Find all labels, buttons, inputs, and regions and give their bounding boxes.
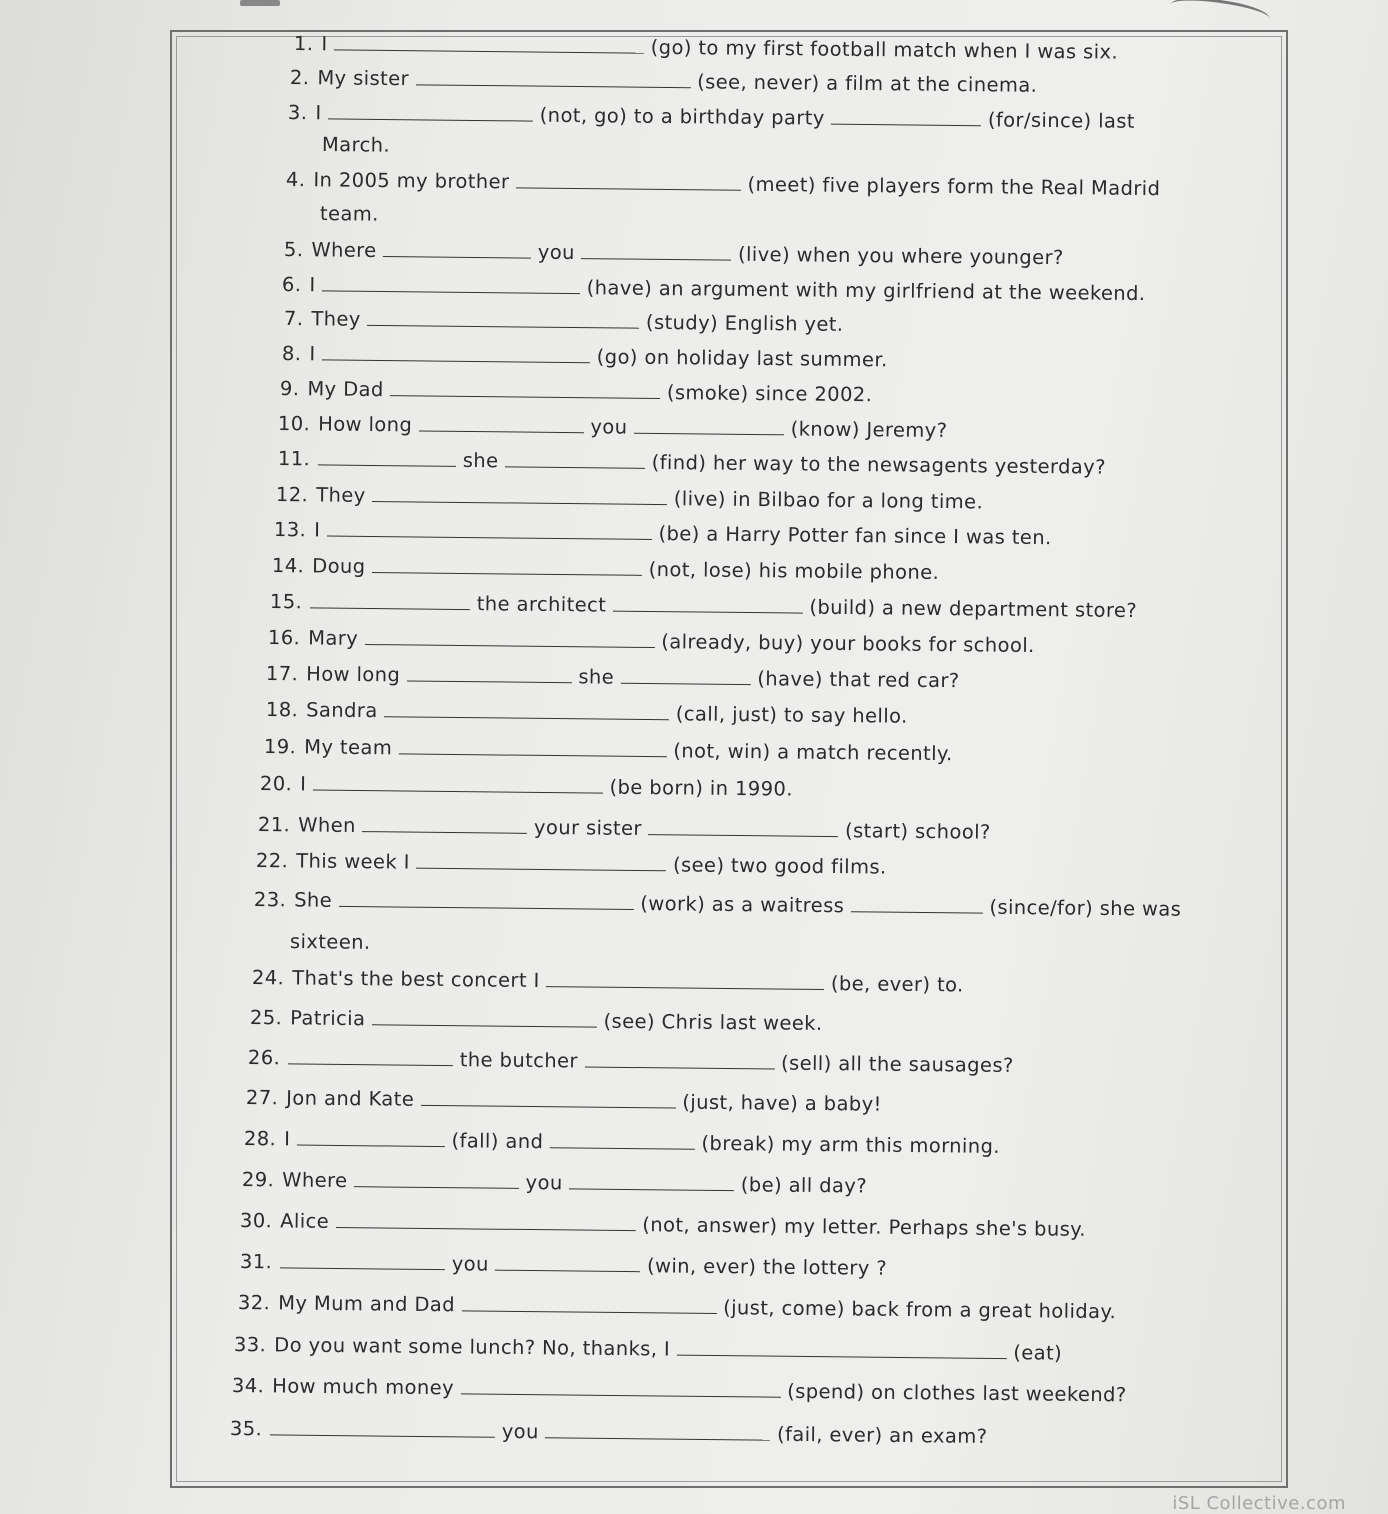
- answer-blank: [584, 1051, 774, 1070]
- item-text: (see) Chris last week.: [596, 1009, 823, 1035]
- item-number: 16.: [267, 626, 301, 650]
- item-number: 9.: [279, 377, 300, 401]
- exercise-line: [320, 202, 379, 226]
- item-text: (fail, ever) an exam?: [770, 1422, 988, 1448]
- item-text: your sister: [527, 815, 649, 841]
- item-text: Patricia: [290, 1006, 373, 1031]
- item-text: (smoke) since 2002.: [660, 380, 873, 407]
- answer-blank: [416, 68, 691, 88]
- answer-blank: [313, 774, 603, 794]
- item-text: Alice: [280, 1209, 336, 1234]
- answer-blank: [613, 595, 803, 614]
- item-number: 10.: [277, 412, 311, 436]
- item-text: (live) in Bilbao for a long time.: [667, 487, 984, 514]
- answer-blank: [621, 667, 751, 685]
- item-number: 22.: [255, 849, 289, 873]
- page-edge-mark: [1169, 0, 1271, 30]
- item-number: 32.: [237, 1291, 271, 1315]
- answer-blank: [516, 171, 741, 190]
- item-text: (not, lose) his mobile phone.: [641, 557, 940, 584]
- item-number: 12.: [275, 483, 309, 507]
- answer-blank: [339, 890, 634, 910]
- item-text: (study) English yet.: [639, 310, 844, 336]
- item-text: Where: [311, 238, 384, 263]
- item-text: This week I: [296, 849, 417, 874]
- item-text: (not, answer) my letter. Perhaps she's busy.: [635, 1213, 1087, 1241]
- item-text: My Mum and Dad: [278, 1291, 462, 1317]
- item-text: How much money: [272, 1374, 461, 1400]
- answer-blank: [550, 1131, 695, 1150]
- item-number: 27.: [245, 1086, 279, 1110]
- item-text: team.: [319, 202, 379, 226]
- item-number: 13.: [273, 518, 307, 542]
- item-text: (be, ever) to.: [824, 971, 964, 997]
- item-number: 35.: [229, 1417, 263, 1441]
- exercise-line: [322, 133, 390, 157]
- item-text: Where: [282, 1168, 355, 1193]
- item-number: 25.: [249, 1006, 283, 1030]
- item-text: (meet) five players form the Real Madrid: [740, 172, 1161, 201]
- item-number: 7.: [283, 307, 304, 331]
- item-text: My sister: [317, 66, 416, 91]
- answer-blank: [416, 852, 666, 872]
- item-text: I: [321, 32, 335, 56]
- item-text: the butcher: [453, 1048, 585, 1073]
- item-text: (start) school?: [838, 819, 991, 844]
- item-text: she: [456, 448, 506, 473]
- item-text: (be) a Harry Potter fan since I was ten.: [651, 521, 1052, 550]
- item-text: (be) all day?: [734, 1173, 868, 1198]
- answer-blank: [288, 1047, 453, 1066]
- item-text: (just, come) back from a great holiday.: [716, 1296, 1117, 1324]
- answer-blank: [462, 1294, 717, 1314]
- item-text: When: [298, 813, 363, 838]
- item-text: (eat): [1006, 1341, 1063, 1365]
- item-text: (have) an argument with my girlfriend at the weekend.: [580, 276, 1146, 306]
- answer-blank: [280, 1251, 445, 1270]
- item-number: 1.: [293, 32, 314, 56]
- item-text: In 2005 my brother: [313, 168, 517, 194]
- item-text: (since/for) she was: [982, 895, 1182, 921]
- answer-blank: [310, 591, 470, 610]
- answer-blank: [354, 1170, 519, 1189]
- item-text: Doug: [312, 554, 373, 579]
- item-text: the architect: [470, 592, 613, 617]
- item-text: (already, buy) your books for school.: [654, 630, 1035, 658]
- answer-blank: [634, 417, 784, 436]
- item-text: March.: [321, 133, 391, 157]
- answer-blank: [362, 815, 527, 834]
- item-number: 20.: [259, 772, 293, 796]
- item-text: That's the best concert I: [292, 966, 547, 993]
- item-text: (find) her way to the newsagents yesterday?: [645, 450, 1107, 479]
- item-text: I: [309, 342, 323, 366]
- answer-blank: [419, 414, 584, 433]
- answer-blank: [384, 700, 669, 720]
- answer-blank: [546, 970, 824, 990]
- item-number: 24.: [251, 966, 285, 990]
- item-number: 6.: [281, 273, 302, 297]
- item-text: (not, go) to a birthday party: [533, 103, 832, 130]
- answer-blank: [421, 1089, 676, 1109]
- item-text: (sell) all the sausages?: [774, 1051, 1014, 1078]
- answer-blank: [270, 1418, 495, 1437]
- item-text: (not, win) a match recently.: [666, 739, 953, 766]
- answer-blank: [318, 448, 456, 466]
- answer-blank: [365, 628, 655, 648]
- answer-blank: [328, 102, 533, 121]
- answer-blank: [327, 520, 652, 540]
- answer-blank: [390, 379, 660, 399]
- answer-blank: [545, 1421, 770, 1440]
- footer-watermark: iSL Collective.com: [1172, 1493, 1346, 1514]
- item-number: 11.: [277, 447, 311, 471]
- item-number: 15.: [269, 590, 303, 614]
- page-edge-mark: [240, 0, 280, 6]
- item-text: (spend) on clothes last weekend?: [780, 1379, 1127, 1407]
- answer-blank: [322, 343, 590, 363]
- answer-blank: [372, 485, 667, 505]
- item-text: I: [315, 101, 329, 125]
- item-text: you: [495, 1419, 546, 1444]
- item-text: I: [314, 518, 328, 542]
- item-text: My Dad: [307, 377, 391, 402]
- item-number: 17.: [265, 662, 299, 686]
- item-number: 31.: [239, 1250, 273, 1274]
- item-text: I: [300, 772, 314, 796]
- item-text: (go) on holiday last summer.: [590, 345, 888, 372]
- item-number: 29.: [241, 1168, 275, 1192]
- item-text: she: [571, 665, 621, 689]
- item-number: 14.: [271, 554, 305, 578]
- item-text: How long: [318, 412, 419, 437]
- item-text: Jon and Kate: [286, 1086, 421, 1111]
- item-text: My team: [304, 735, 399, 760]
- item-text: (build) a new department store?: [802, 595, 1138, 623]
- item-text: (see, never) a film at the cinema.: [690, 70, 1038, 97]
- item-number: 18.: [265, 698, 299, 722]
- item-text: you: [583, 415, 635, 439]
- item-number: 19.: [263, 735, 297, 759]
- answer-blank: [372, 1008, 597, 1027]
- item-text: (be born) in 1990.: [602, 775, 793, 801]
- answer-blank: [383, 240, 531, 259]
- item-text: I: [309, 273, 323, 297]
- item-number: 34.: [231, 1374, 265, 1398]
- item-text: (work) as a waitress: [633, 891, 851, 918]
- answer-blank: [677, 1339, 1007, 1359]
- answer-blank: [334, 33, 644, 53]
- item-text: I: [284, 1127, 298, 1151]
- item-text: you: [518, 1170, 570, 1195]
- item-text: (win, ever) the lottery ?: [640, 1254, 888, 1280]
- item-text: (live) when you where younger?: [731, 242, 1064, 270]
- item-number: 30.: [239, 1209, 273, 1233]
- item-text: She: [294, 888, 339, 912]
- item-text: (call, just) to say hello.: [669, 702, 908, 728]
- item-number: 33.: [233, 1333, 267, 1357]
- answer-blank: [372, 556, 642, 576]
- item-text: (fall) and: [444, 1129, 551, 1154]
- answer-blank: [505, 450, 645, 468]
- answer-blank: [461, 1377, 781, 1397]
- item-text: (see) two good films.: [666, 853, 887, 879]
- item-text: sixteen.: [289, 930, 371, 954]
- item-text: How long: [306, 662, 407, 687]
- item-number: 4.: [285, 168, 306, 192]
- answer-blank: [297, 1129, 445, 1148]
- answer-blank: [851, 895, 983, 913]
- item-text: They: [316, 483, 373, 508]
- item-number: 3.: [287, 101, 308, 125]
- item-number: 26.: [247, 1046, 281, 1070]
- answer-blank: [495, 1254, 640, 1273]
- item-text: They: [311, 307, 368, 331]
- item-text: Sandra: [306, 698, 385, 723]
- item-text: (break) my arm this morning.: [694, 1131, 1001, 1158]
- answer-blank: [569, 1172, 734, 1191]
- answer-blank: [322, 274, 580, 294]
- item-text: you: [531, 240, 582, 265]
- answer-blank: [367, 309, 639, 329]
- answer-blank: [648, 818, 838, 837]
- item-text: (just, have) a baby!: [675, 1090, 882, 1116]
- answer-blank: [399, 737, 667, 757]
- item-number: 2.: [289, 66, 310, 90]
- item-text: you: [445, 1252, 496, 1276]
- item-text: (have) that red car?: [750, 667, 960, 693]
- answer-blank: [831, 108, 981, 127]
- answer-blank: [407, 664, 572, 683]
- item-text: Mary: [308, 626, 365, 651]
- item-number: 8.: [281, 342, 302, 366]
- item-text: (for/since) last: [981, 108, 1136, 133]
- item-number: 5.: [283, 238, 304, 262]
- item-number: 21.: [257, 813, 291, 837]
- item-number: 23.: [253, 888, 287, 912]
- answer-blank: [581, 242, 731, 261]
- item-text: (know) Jeremy?: [783, 417, 948, 443]
- exercise-line: [290, 930, 371, 954]
- answer-blank: [336, 1211, 636, 1231]
- item-text: (go) to my first football match when I was six.: [644, 35, 1119, 64]
- item-text: Do you want some lunch? No, thanks, I: [274, 1333, 677, 1361]
- item-number: 28.: [243, 1127, 277, 1151]
